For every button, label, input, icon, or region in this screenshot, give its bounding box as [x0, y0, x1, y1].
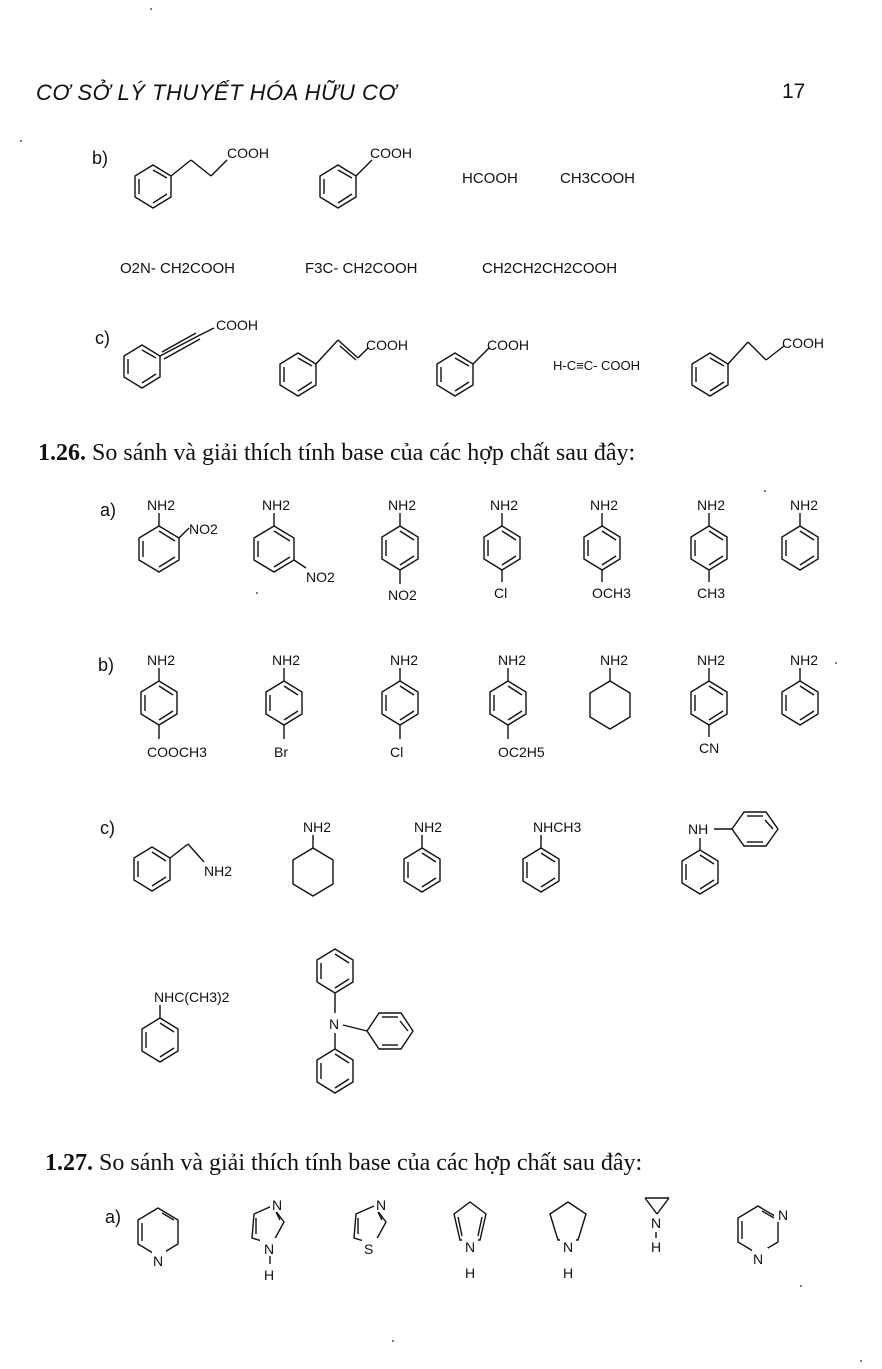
page-number: 17	[782, 80, 806, 103]
part-a-label-126: a)	[100, 500, 117, 520]
triphenylamine-structure	[295, 945, 435, 1105]
svg-text:NH2: NH2	[697, 497, 726, 513]
svg-text:NH: NH	[688, 821, 709, 837]
scan-speck	[764, 490, 766, 492]
svg-text:CN: CN	[699, 740, 720, 756]
aniline-structure-a	[770, 490, 850, 590]
propiolic-acid-formula: H-C≡C- COOH	[553, 358, 641, 373]
svg-text:NH2: NH2	[697, 652, 726, 668]
svg-text:COOH: COOH	[370, 145, 412, 161]
svg-text:N: N	[778, 1207, 789, 1223]
svg-text:H: H	[264, 1267, 275, 1283]
scan-speck	[392, 1340, 394, 1342]
svg-text:COOCH3: COOCH3	[147, 744, 207, 760]
problem-127-number: 1.27.	[45, 1150, 93, 1176]
svg-text:NH2: NH2	[390, 652, 419, 668]
svg-text:NH2: NH2	[388, 497, 417, 513]
part-c-label-125: c)	[95, 328, 110, 348]
svg-text:NH2: NH2	[147, 652, 176, 668]
methyl-aminobenzoate-structure	[135, 645, 245, 770]
problem-126	[38, 440, 635, 467]
svg-text:H: H	[563, 1265, 574, 1281]
problem-126-number: 1.26.	[38, 440, 86, 466]
svg-text:NHC(CH3)2: NHC(CH3)2	[154, 989, 230, 1005]
svg-text:NH2: NH2	[790, 652, 819, 668]
svg-text:NH2: NH2	[498, 652, 527, 668]
svg-text:N: N	[563, 1239, 574, 1255]
benzoic-acid-structure-c	[425, 318, 555, 408]
svg-text:NH2: NH2	[490, 497, 519, 513]
scan-speck	[256, 592, 258, 594]
p-phenetidine-structure	[478, 645, 578, 770]
svg-text:Cl: Cl	[494, 585, 508, 601]
svg-text:N: N	[465, 1239, 476, 1255]
p-bromoaniline-structure	[258, 645, 338, 770]
m-nitroaniline-structure	[240, 490, 360, 600]
svg-text:Cl: Cl	[390, 744, 404, 760]
part-b-label-125: b)	[92, 148, 109, 168]
aniline-structure-c	[392, 812, 472, 912]
p-nitroaniline-structure	[368, 490, 448, 615]
cinnamic-acid-structure	[268, 318, 428, 408]
svg-text:NH2: NH2	[204, 863, 233, 879]
aniline-structure-b	[770, 645, 850, 745]
svg-text:OC2H5: OC2H5	[498, 744, 545, 760]
svg-text:COOH: COOH	[366, 337, 408, 353]
svg-text:COOH: COOH	[216, 317, 258, 333]
n-methylaniline-structure	[505, 812, 605, 912]
svg-text:N: N	[753, 1251, 764, 1267]
pyrimidine-structure	[728, 1196, 808, 1281]
scan-speck	[860, 1360, 862, 1362]
p-aminobenzonitrile-structure	[685, 645, 765, 770]
phenylpropanoic-acid-structure	[115, 130, 295, 220]
nitroacetic-acid-formula: O2N- CH2COOH	[120, 260, 236, 277]
svg-text:NH2: NH2	[590, 497, 619, 513]
svg-text:N: N	[153, 1253, 164, 1269]
pyrrole-structure	[440, 1192, 510, 1292]
svg-text:NH2: NH2	[262, 497, 291, 513]
svg-text:NH2: NH2	[790, 497, 819, 513]
p-chloroaniline-structure	[478, 490, 558, 615]
formic-acid-formula: HCOOH	[462, 170, 518, 187]
scan-speck	[20, 140, 22, 142]
butanoic-acid-formula: CH2CH2CH2COOH	[482, 260, 618, 277]
svg-text:NH2: NH2	[600, 652, 629, 668]
cyclohexylamine-structure-c	[283, 812, 363, 912]
scan-speck	[150, 8, 152, 10]
svg-text:Br: Br	[274, 744, 288, 760]
o-nitroaniline-structure	[125, 490, 245, 590]
scan-speck	[835, 662, 837, 664]
n-isopropylaniline-structure	[130, 982, 270, 1082]
thiazole-structure	[340, 1192, 410, 1272]
svg-text:COOH: COOH	[782, 335, 824, 351]
svg-text:N: N	[376, 1197, 387, 1213]
trifluorobutanoic-formula: F3C- CH2COOH	[305, 260, 418, 277]
benzylamine-structure	[122, 832, 272, 912]
imidazole-structure	[238, 1192, 308, 1292]
p-toluidine-structure	[685, 490, 765, 615]
svg-text:NO2: NO2	[189, 521, 218, 537]
svg-text:NO2: NO2	[388, 587, 417, 603]
acetic-acid-formula: CH3COOH	[560, 170, 636, 187]
p-chloroaniline-structure-b	[372, 645, 452, 770]
phenylpropiolic-acid-structure	[112, 310, 282, 400]
diphenylamine-structure	[660, 802, 800, 912]
svg-text:H: H	[465, 1265, 476, 1281]
svg-text:COOH: COOH	[487, 337, 529, 353]
scan-speck	[800, 1285, 802, 1287]
benzoic-acid-structure	[300, 130, 450, 220]
svg-text:N: N	[272, 1197, 283, 1213]
phenylpropanoic-acid-structure-c	[680, 318, 860, 408]
svg-text:NH2: NH2	[303, 819, 332, 835]
cyclohexylamine-structure	[580, 645, 660, 745]
svg-text:NH2: NH2	[414, 819, 443, 835]
svg-text:S: S	[364, 1241, 374, 1257]
svg-text:N: N	[264, 1241, 275, 1257]
svg-text:NO2: NO2	[306, 569, 335, 585]
part-a-label-127: a)	[105, 1207, 122, 1227]
problem-127	[45, 1150, 642, 1177]
svg-text:CH3: CH3	[697, 585, 726, 601]
svg-text:NH2: NH2	[147, 497, 176, 513]
svg-text:N: N	[651, 1215, 662, 1231]
svg-text:OCH3: OCH3	[592, 585, 631, 601]
part-c-label-126: c)	[100, 818, 115, 838]
problem-126-text: So sánh và giải thích tính base của các hợp chất sau đây:	[92, 440, 636, 466]
pyridine-structure	[128, 1198, 198, 1283]
pyrrolidine-structure	[538, 1192, 608, 1292]
problem-127-text: So sánh và giải thích tính base của các hợp chất sau đây:	[99, 1150, 643, 1176]
svg-text:H: H	[651, 1239, 662, 1255]
part-b-label-126: b)	[98, 655, 115, 675]
svg-text:NH2: NH2	[272, 652, 301, 668]
book-title: CƠ SỞ LÝ THUYẾT HÓA HỮU CƠ	[36, 80, 397, 105]
svg-text:N: N	[329, 1016, 340, 1032]
p-anisidine-structure	[580, 490, 670, 615]
svg-text:NHCH3: NHCH3	[533, 819, 582, 835]
svg-text:COOH: COOH	[227, 145, 269, 161]
aziridine-structure	[635, 1192, 685, 1282]
